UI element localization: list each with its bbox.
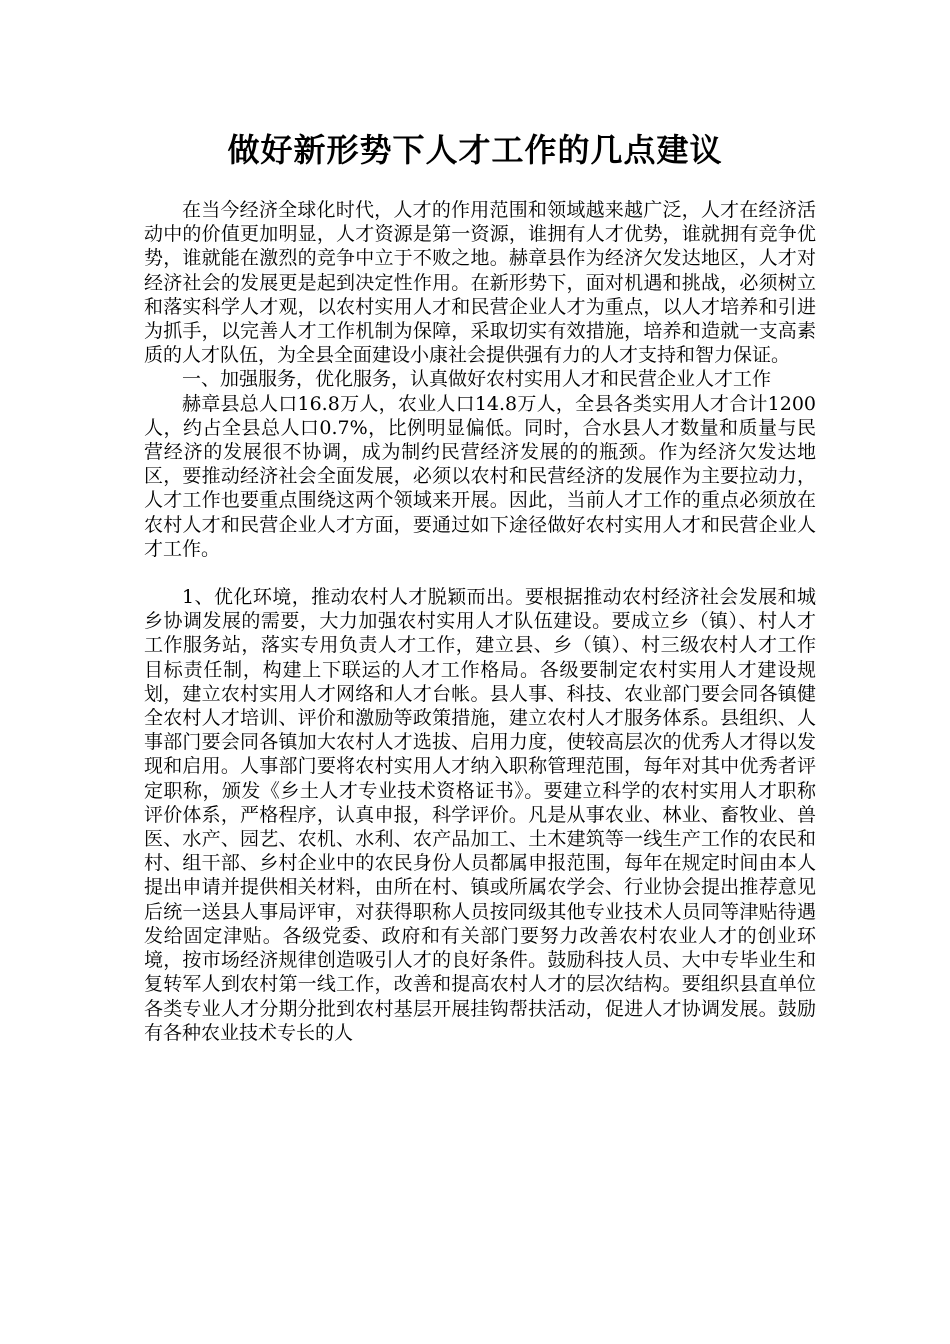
document-title: 做好新形势下人才工作的几点建议 bbox=[227, 131, 723, 169]
paragraph-population: 赫章县总人口16.8万人，农业人口14.8万人，全县各类实用人才合计1200人，约占全县总人口0.7%，比例明显偏低。同时，合水县人才数量和质量与民营经济的发展很不协调，成为制约民营经济发展的的瓶颈。作为经济欠发达地区，要推动经济社会全面发展，必须以农村和民营经济的发展作为主要拉动力，人才工作也要重点围绕这两个领域来开展。因此，当前人才工作的重点必须放在农村人才和民营企业人才方面，要通过如下途径做好农村实用人才和民营企业人才工作。 bbox=[144, 392, 816, 560]
paragraph-intro: 在当今经济全球化时代，人才的作用范围和领域越来越广泛，人才在经济活动中的价值更加明显，人才资源是第一资源，谁拥有人才优势，谁就拥有竞争优势，谁就能在激烈的竞争中立于不败之地。赫章县作为经济欠发达地区，人才对经济社会的发展更是起到决定性作用。在新形势下，面对机遇和挑战，必须树立和落实科学人才观，以农村实用人才和民营企业人才为重点，以人才培养和引进为抓手，以完善人才工作机制为保障，采取切实有效措施，培养和造就一支高素质的人才队伍，为全县全面建设小康社会提供强有力的人才支持和智力保证。 bbox=[144, 199, 816, 367]
document-body bbox=[144, 198, 816, 1045]
section-heading-1: 一、加强服务，优化服务，认真做好农村实用人才和民营企业人才工作 bbox=[182, 368, 772, 391]
paragraph-rural-talent: 1、优化环境，推动农村人才脱颖而出。要根据推动农村经济社会发展和城乡协调发展的需要，大力加强农村实用人才队伍建设。要成立乡（镇）、村人才工作服务站，落实专用负责人才工作，建立县、乡（镇）、村三级农村人才工作目标责任制，构建上下联运的人才工作格局。各级要制定农村实用人才建设规划，建立农村实用人才网络和人才台帐。县人事、科技、农业部门要会同各镇健全农村人才培训、评价和激励等政策措施，建立农村人才服务体系。县组织、人事部门要会同各镇加大农村人才选拔、启用力度，使较高层次的优秀人才得以发现和启用。人事部门要将农村实用人才纳入职称管理范围，每年对其中优秀者评定职称，颁发《乡土人才专业技术资格证书》。要建立科学的农村实用人才职称评价体系，严格程序，认真申报，科学评价。凡是从事农业、林业、畜牧业、兽医、水产、园艺、农机、水利、农产品加工、土木建筑等一线生产工作的农民和村、组干部、乡村企业中的农民身份人员都属申报范围，每年在规定时间由本人提出申请并提供相关材料，由所在村、镇或所属农学会、行业协会提出推荐意见后统一送县人事局评审，对获得职称人员按同级其他专业技术人员同等津贴待遇发给固定津贴。各级党委、政府和有关部门要努力改善农村农业人才的创业环境，按市场经济规律创造吸引人才的良好条件。鼓励科技人员、大中专毕业生和复转军人到农村第一线工作，改善和提高农村人才的层次结构。要组织县直单位各类专业人才分期分批到农村基层开展挂钩帮扶活动，促进人才协调发展。鼓励有各种农业技术专长的人 bbox=[144, 586, 816, 1044]
